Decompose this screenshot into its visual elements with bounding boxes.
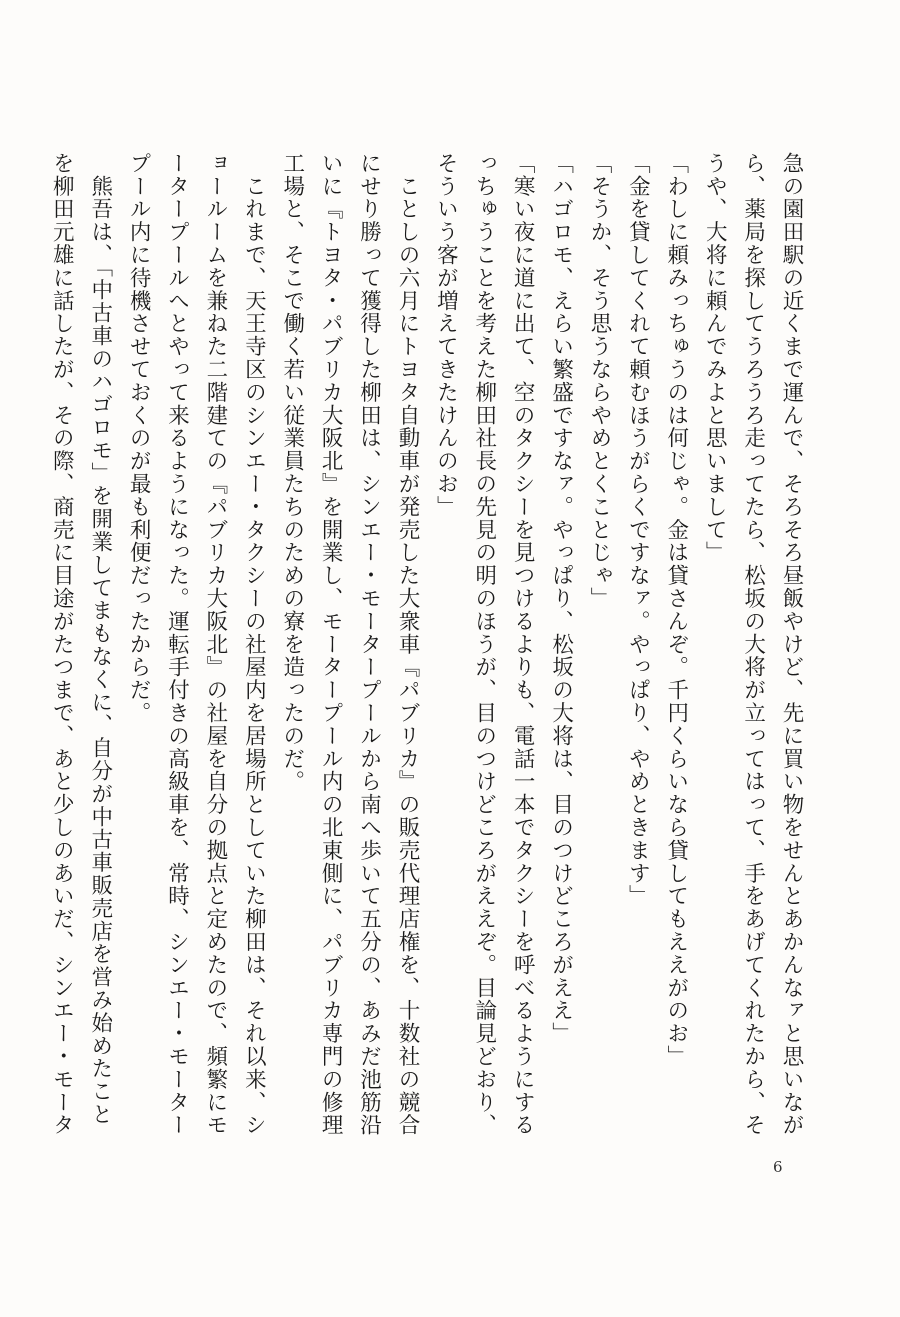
text-line: 「そうか、そう思うならやめとくことじゃ」 bbox=[586, 152, 612, 610]
text-line: 「寒い夜に道に出て、空のタクシーを見つけるよりも、電話一本でタクシーを呼べるようにする bbox=[510, 152, 536, 1137]
text-line: 工場と、そこで働く若い従業員たちのための寮を造ったのだ。 bbox=[279, 152, 305, 794]
text-line: 「わしに頼みっちゅうのは何じゃ。金は貸さんぞ。千円くらいなら貸してもええがのお」 bbox=[663, 152, 689, 1068]
text-line: プール内に待機させておくのが最も利便だったからだ。 bbox=[126, 152, 152, 725]
text-line: そういう客が増えてきたけんのお」 bbox=[433, 152, 459, 519]
text-line: これまで、天王寺区のシンエー・タクシーの社屋内を居場所としていた柳田は、それ以来、シ bbox=[241, 152, 267, 1137]
text-line: ョールームを兼ねた二階建ての『パブリカ大阪北』の社屋を自分の拠点と定めたので、頻繁にモ bbox=[202, 152, 228, 1137]
text-line: 熊吾は、「中古車のハゴロモ」を開業してまもなくに、自分が中古車販売店を営み始めたこと bbox=[87, 152, 113, 1126]
text-line: っちゅうことを考えた柳田社長の先見の明のほうが、目のつけどころがええぞ。目論見どおり、 bbox=[471, 152, 497, 1137]
text-line: いに『トヨタ・パブリカ大阪北』を開業し、モータープール内の北東側に、パブリカ専門の修理 bbox=[318, 152, 344, 1137]
text-line: うや、大将に頼んでみよと思いまして」 bbox=[702, 152, 728, 565]
vertical-text-body bbox=[42, 152, 810, 1152]
text-line: 「金を貸してくれて頼むほうがらくですなァ。やっぱり、やめときます」 bbox=[625, 152, 651, 908]
text-line: 「ハゴロモ、えらい繁盛ですなァ。やっぱり、松坂の大将は、目のつけどころがええ」 bbox=[548, 152, 574, 1046]
page-number: 6 bbox=[773, 1158, 783, 1176]
text-line: ことしの六月にトヨタ自動車が発売した大衆車『パブリカ』の販売代理店権を、十数社の競合 bbox=[394, 152, 420, 1137]
text-line: を柳田元雄に話したが、その際、商売に目途がたつまで、あと少しのあいだ、シンエー・モータ bbox=[49, 152, 75, 1137]
text-line: ータープールへとやって来るようになった。運転手付きの高級車を、常時、シンエー・モーター bbox=[164, 152, 190, 1137]
text-line: ら、薬局を探してうろうろ走ってたら、松坂の大将が立ってはって、手をあげてくれたから、そ bbox=[740, 152, 766, 1137]
text-line: にせり勝って獲得した柳田は、シンエー・モータープールから南へ歩いて五分の、あみだ池筋沿 bbox=[356, 152, 382, 1137]
text-line: 急の園田駅の近くまで運んで、そろそろ昼飯やけど、先に買い物をせんとあかんなァと思いなが bbox=[779, 152, 804, 1137]
